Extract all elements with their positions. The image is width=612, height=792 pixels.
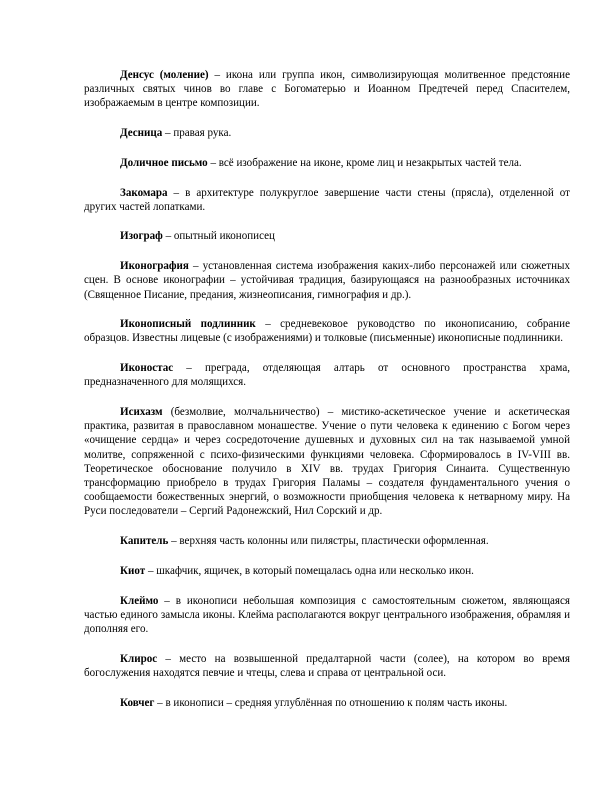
glossary-term: Десница bbox=[120, 127, 163, 140]
glossary-entry-kleymo bbox=[84, 594, 570, 637]
glossary-entry-deisus bbox=[84, 68, 570, 111]
glossary-entry-isikhazm bbox=[84, 405, 570, 519]
glossary-term: Иконостас bbox=[120, 362, 174, 375]
glossary-entry-desnitsa bbox=[84, 126, 570, 140]
glossary-term: Киот bbox=[120, 564, 146, 577]
glossary-term: Ковчег bbox=[120, 696, 155, 709]
glossary-term: Клирос bbox=[120, 652, 158, 665]
glossary-definition: – установленная система изображения каких-либо персонажей или сюжетных сцен. В основе иконографии – устойчивая традиция, базирующаяся на разнообразных источниках (Священное Писание, предания, жизнеописания, гимнография и др.). bbox=[84, 260, 570, 301]
glossary-entry-kapitel bbox=[84, 534, 570, 548]
glossary-definition: – средневековое руководство по иконописанию, собрание образцов. Известны лицевые (с изображениями) и толковые (письменные) иконописные подлинники. bbox=[84, 318, 571, 345]
glossary-entry-ikonopisny-podlinnik bbox=[84, 317, 570, 345]
glossary-definition: – верхняя часть колонны или пилястры, пластически оформленная. bbox=[168, 535, 489, 548]
glossary-term: Иконописный подлинник bbox=[120, 318, 256, 331]
glossary-term: Доличное письмо bbox=[120, 156, 208, 169]
glossary-entry-dolichnoe-pismo bbox=[84, 156, 570, 170]
glossary-entry-kovcheg bbox=[84, 696, 570, 710]
glossary-entry-ikonografiya bbox=[84, 259, 570, 302]
glossary-term: Капитель bbox=[120, 535, 169, 548]
glossary-definition: (безмолвие, молчальничество) – мистико-аскетическое учение и аскетическая практика, развитая в православном монашестве. Учение о пути человека к единению с Богом через «очищение сердца» и через сосредоточение душевных и духовных сил на так называемой умной молитве, сопряженной с психо-физическими функциями человека. Сформировалось в IV-VIII вв. Теоретическое обоснование получило в XIV вв. трудах Григория Синаита. Существенную трансформацию приобрело в трудах Григория Паламы – создателя фундаментального учения о сообщаемости божественных энергий, о возможности приобщения человека к нетварному миру. На Руси последователи – Сергий Радонежский, Нил Сорский и др. bbox=[84, 406, 570, 518]
glossary-definition: – место на возвышенной предалтарной части (солее), на котором во время богослужения находятся певчие и чтецы, слева и справа от центральной оси. bbox=[84, 652, 570, 679]
glossary-entry-kliros bbox=[84, 652, 570, 680]
glossary-entry-ikonostas bbox=[84, 361, 570, 389]
glossary-definition: – икона или группа икон, символизирующая молитвенное предстояние различных святых чинов во главе с Богоматерью и Иоанном Предтечей перед Спасителем, изображаемым в центре композиции. bbox=[84, 69, 570, 110]
glossary-definition: – в иконописи небольшая композиция с самостоятельным сюжетом, являющаяся частью единого замысла иконы. Клейма располагаются вокруг центрального изображения, обрамляя и дополняя его. bbox=[84, 594, 570, 635]
glossary-definition: – всё изображение на иконе, кроме лиц и незакрытых частей тела. bbox=[207, 156, 522, 169]
glossary-definition: – в архитектуре полукруглое завершение части стены (прясла), отделенной от других частей лопатками. bbox=[84, 186, 570, 213]
glossary-definition: – опытный иконописец bbox=[162, 230, 275, 243]
glossary-term: Клеймо bbox=[120, 594, 159, 607]
glossary-term: Закомара bbox=[120, 186, 168, 199]
glossary-term: Денсус (моление) bbox=[120, 69, 209, 81]
glossary-entry-kiot bbox=[84, 564, 570, 578]
glossary-entry-zakomara bbox=[84, 186, 570, 214]
glossary-entry-izograf bbox=[84, 229, 570, 243]
glossary-definition: – шкафчик, ящичек, в который помещалась одна или несколько икон. bbox=[145, 564, 474, 577]
glossary-definition: – правая рука. bbox=[162, 127, 232, 140]
glossary-term: Изограф bbox=[120, 230, 163, 243]
glossary-term: Исихазм bbox=[120, 406, 163, 419]
glossary-definition: – преграда, отделяющая алтарь от основного пространства храма, предназначенного для молящихся. bbox=[84, 362, 570, 389]
glossary-definition: – в иконописи – средняя углублённая по отношению к полям часть иконы. bbox=[154, 696, 508, 709]
glossary-term: Иконография bbox=[120, 260, 189, 273]
